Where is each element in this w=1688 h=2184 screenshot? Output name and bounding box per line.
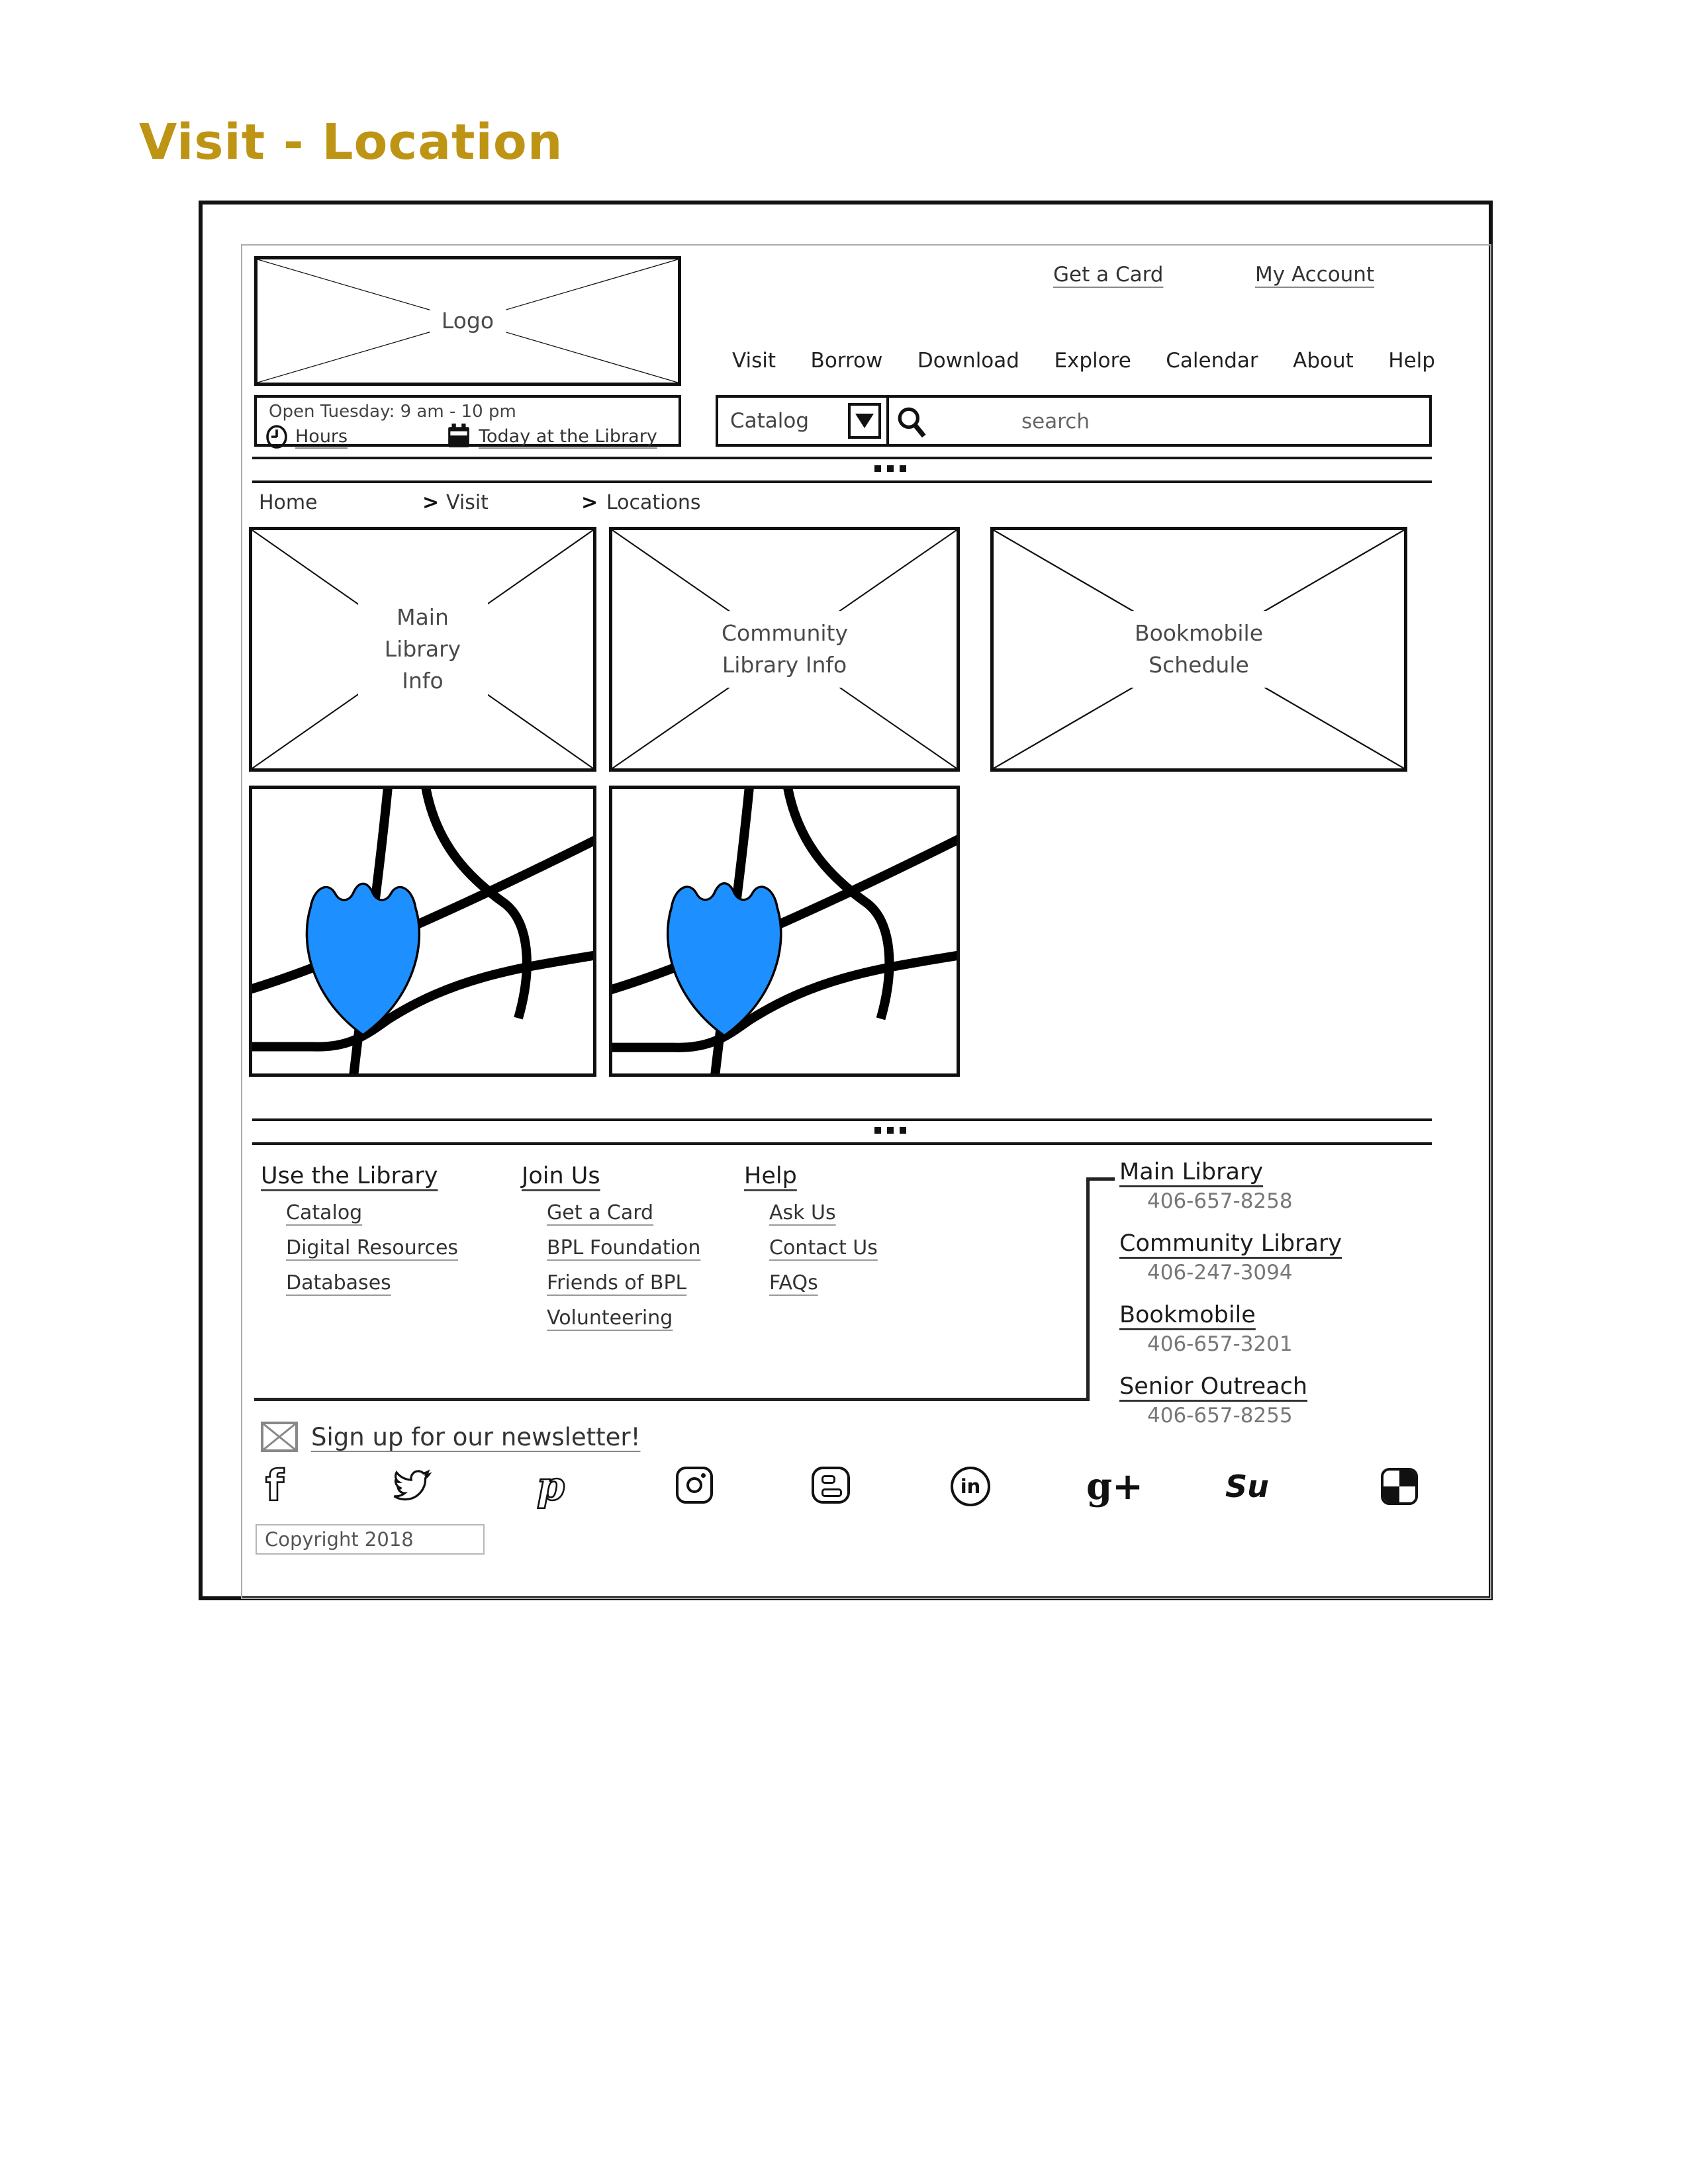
envelope-icon [261,1421,298,1453]
contact-senior-outreach[interactable]: Senior Outreach [1119,1373,1308,1400]
footer-col-help [744,1163,878,1295]
search-box [886,395,1432,447]
card-label: Main Library Info [358,595,488,704]
catalog-dropdown-button[interactable] [848,403,881,439]
search-icon [896,406,927,437]
footer-bracket-tick [1090,1177,1115,1181]
main-library-info-card[interactable] [249,527,596,772]
section-divider [252,457,1432,483]
community-library-info-card[interactable] [609,527,960,772]
logo-placeholder [254,256,681,386]
chevron-right-icon: > [581,491,598,514]
my-account-link[interactable]: My Account [1255,263,1375,287]
instagram-icon[interactable] [676,1467,812,1506]
footer-link-faqs[interactable]: FAQs [769,1271,818,1295]
breadcrumb-home[interactable]: Home [259,491,318,514]
catalog-select[interactable] [716,395,889,447]
nav-visit[interactable]: Visit [732,349,776,373]
main-library-map[interactable] [249,786,596,1077]
card-label: Community Library Info [710,611,859,688]
contact-block [1119,1373,1342,1428]
ellipsis-collapse-icon [874,465,906,472]
footer-col-use-the-library [261,1163,458,1295]
chevron-right-icon: > [422,491,440,514]
twitter-icon[interactable] [391,1467,537,1506]
delicious-icon[interactable] [1381,1468,1418,1505]
breadcrumb-locations[interactable]: Locations [606,491,701,514]
breadcrumb [203,491,1489,518]
footer-link-get-a-card[interactable]: Get a Card [547,1201,654,1224]
clock-icon [265,423,289,449]
nav-explore[interactable]: Explore [1054,349,1131,373]
footer-link-volunteering[interactable]: Volunteering [547,1306,673,1330]
nav-about[interactable]: About [1293,349,1354,373]
map-image [252,789,596,1077]
contact-community-library[interactable]: Community Library [1119,1230,1342,1257]
contact-phone: 406-657-3201 [1147,1332,1293,1356]
blogger-icon[interactable] [812,1467,951,1506]
footer-col-title[interactable]: Use the Library [261,1163,438,1189]
contact-main-library[interactable]: Main Library [1119,1159,1264,1185]
pinterest-icon[interactable]: p [537,1463,565,1510]
logo-label: Logo [430,298,506,343]
footer-link-contact-us[interactable]: Contact Us [769,1236,878,1259]
ellipsis-collapse-icon [874,1127,906,1134]
bookmobile-schedule-card[interactable] [990,527,1407,772]
get-a-card-link[interactable]: Get a Card [1053,263,1164,287]
copyright-text: Copyright 2018 [265,1528,414,1551]
nav-download[interactable]: Download [917,349,1019,373]
newsletter-link[interactable]: Sign up for our newsletter! [311,1422,641,1451]
footer-contacts [1119,1159,1342,1445]
google-plus-icon[interactable]: g+ [1086,1465,1144,1508]
nav-calendar[interactable]: Calendar [1166,349,1258,373]
footer-link-digital-resources[interactable]: Digital Resources [286,1236,459,1259]
social-icons-row [265,1462,1418,1511]
footer-link-ask-us[interactable]: Ask Us [769,1201,836,1224]
contact-block [1119,1159,1342,1213]
nav-help[interactable]: Help [1388,349,1435,373]
page-title: Visit - Location [139,114,563,171]
nav-borrow[interactable]: Borrow [810,349,883,373]
community-library-map[interactable] [609,786,960,1077]
breadcrumb-visit[interactable]: Visit [446,491,489,514]
footer-link-catalog[interactable]: Catalog [286,1201,363,1224]
linkedin-icon[interactable]: in [951,1467,1086,1506]
footer-col-title[interactable]: Help [744,1163,797,1189]
footer-link-bpl-foundation[interactable]: BPL Foundation [547,1236,701,1259]
copyright-box [256,1524,485,1555]
contact-bookmobile[interactable]: Bookmobile [1119,1302,1256,1328]
footer-col-title[interactable]: Join Us [522,1163,600,1189]
open-hours-text: Open Tuesday: 9 am - 10 pm [269,402,516,422]
contact-phone: 406-657-8255 [1147,1404,1293,1428]
contact-phone: 406-657-8258 [1147,1189,1293,1213]
search-input[interactable] [935,398,1486,445]
wireframe-browser-frame [199,201,1493,1600]
stumbleupon-icon[interactable]: Su [1225,1469,1269,1504]
section-divider [252,1118,1432,1145]
today-at-library-link[interactable]: Today at the Library [479,426,657,447]
hours-link[interactable]: Hours [295,426,348,447]
map-image [612,789,960,1077]
contact-block [1119,1230,1342,1285]
contact-block [1119,1302,1342,1356]
footer-col-join-us [522,1163,700,1330]
dropdown-arrow-icon [855,414,874,428]
contact-phone: 406-247-3094 [1147,1261,1293,1285]
catalog-label: Catalog [730,409,810,433]
newsletter-signup[interactable] [261,1421,640,1453]
hours-box [254,395,681,447]
calendar-icon [447,424,471,449]
footer-link-friends-of-bpl[interactable]: Friends of BPL [547,1271,687,1295]
facebook-icon[interactable]: f [265,1462,284,1511]
main-nav [732,349,1435,373]
card-label: Bookmobile Schedule [1117,611,1280,688]
footer-link-databases[interactable]: Databases [286,1271,391,1295]
